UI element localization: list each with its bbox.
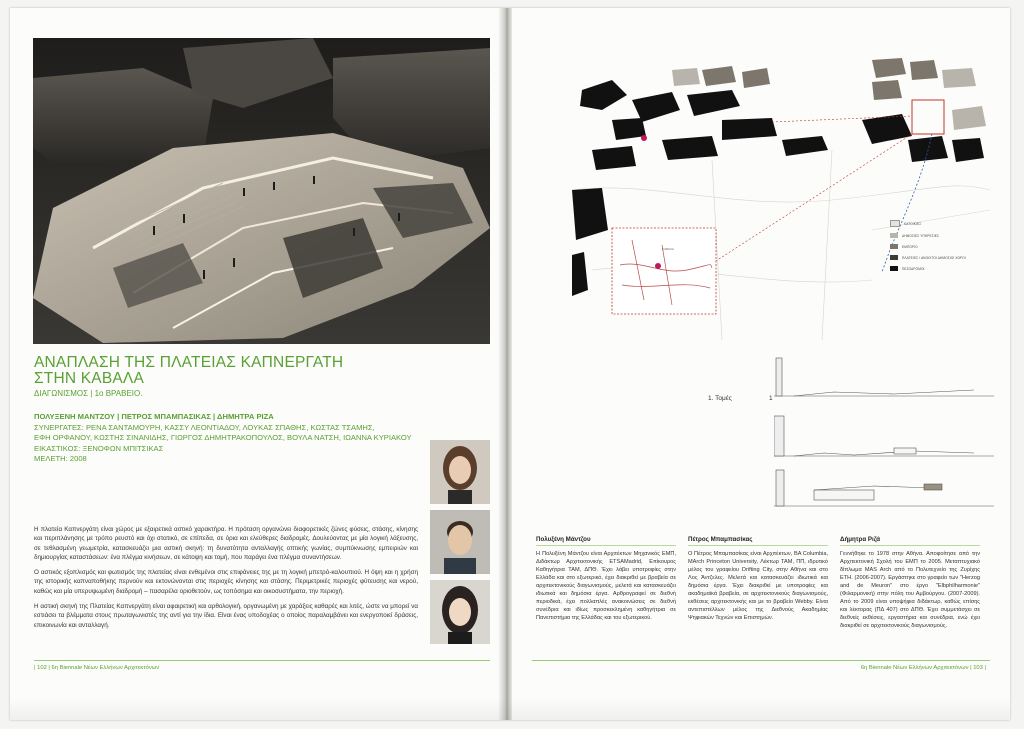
- model-photo: [33, 38, 490, 344]
- competition-subtitle: ΔΙΑΓΩΝΙΣΜΟΣ | 1ο ΒΡΑΒΕΙΟ.: [34, 389, 143, 398]
- footer-rule: [532, 660, 990, 661]
- authors-lead: ΠΟΛΥΞΕΝΗ ΜΑΝΤΖΟΥ | ΠΕΤΡΟΣ ΜΠΑΜΠΑΣΙΚΑΣ | ΔΗΜΗΤΡΑ ΡΙΖΑ: [34, 412, 274, 421]
- section-drawing: [774, 356, 994, 526]
- collaborators-line-2: ΕΦΗ ΟΡΦΑΝΟΥ, ΚΩΣΤΗΣ ΣΙΝΑΝΙΔΗΣ, ΓΙΩΡΓΟΣ ΔΗΜΗΤΡΑΚΟΠΟΥΛΟΣ, ΒΟΥΛΑ ΝΑΤΣΗ, ΙΩΑΝΝΑ ΚΥΡΙΑΚΟΥ: [34, 433, 412, 442]
- bio-name: Πολυξένη Μάντζου: [536, 536, 591, 543]
- magazine-spread: [10, 8, 1010, 720]
- footer-rule: [34, 660, 490, 661]
- portrait-babasikas: [430, 510, 490, 574]
- site-plan-diagram: [572, 40, 990, 340]
- scan-shadow: [10, 698, 1010, 720]
- bio-divider: [840, 545, 980, 546]
- portrait-riza: [430, 580, 490, 644]
- legend-item: [890, 244, 980, 249]
- woman-portrait-icon: [430, 440, 490, 504]
- page-folio-left: | 102 | 6η Biennale Νέων Ελλήνων Αρχιτεκτόνων: [34, 665, 160, 671]
- bio-riza: [840, 536, 980, 630]
- urban-map-drawing: [572, 40, 990, 340]
- bio-divider: [688, 545, 828, 546]
- bio-name: Πέτρος Μπαμπασίκας: [688, 536, 753, 543]
- page-folio-right: 6η Biennale Νέων Ελλήνων Αρχιτεκτόνων | 103 |: [860, 665, 986, 671]
- legend-swatch: [890, 266, 898, 271]
- legend-item: [890, 233, 980, 238]
- legend-item: [890, 255, 980, 260]
- bio-babasikas: [688, 536, 828, 622]
- bio-name: Δήμητρα Ριζά: [840, 536, 881, 543]
- legend-swatch: [890, 255, 898, 260]
- bio-mantzou: [536, 536, 676, 622]
- bio-text: Η Πολυξένη Μάντζου είναι Αρχιτέκτων Μηχανικός ΕΜΠ, Διδάκτωρ Αρχιτεκτονικής ETSAMadrid, Επίκουρος Καθηγήτρια ΤΑΜ, ΔΠΘ. Έχει λάβει υποτροφίες στην Ελλάδα και στο εξωτερικό, έχει διακριθεί με βραβεία σε αρχιτεκτονικούς διαγωνισμούς, μελετά και κατασκευάζει ιδιωτικά και δημόσια έργα. Αρθρογραφεί σε διεθνή περιοδικά, έχει πολλαπλές ανακοινώσεις σε διεθνή συνέδρια και ιδίως προσκεκλημένη καθηγήτρια σε Πανεπιστήμια της Ελλάδας και του εξωτερικού.: [536, 551, 676, 621]
- credits-block: [34, 412, 434, 465]
- woman-portrait-icon: [430, 580, 490, 644]
- article-body: [34, 525, 418, 636]
- collaborators-line-1: ΣΥΝΕΡΓΑΤΕΣ: ΡΕΝΑ ΣΑΝΤΑΜΟΥΡΗ, ΚΑΣΣΥ ΛΕΟΝΤΙΑΔΟΥ, ΛΟΥΚΑΣ ΣΠΑΘΗΣ, ΚΩΣΤΑΣ ΤΣΑΜΗΣ,: [34, 422, 375, 432]
- bio-text: Ο Πέτρος Μπαμπασίκας είναι Αρχιτέκτων, BA Columbia, MArch Princeton University, Λέκτωρ ΤΑΜ, ΠΠ, ιδρυτικό μέλος του γραφείου Drifting City, στην Αθήνα και στο Λος Άντζελες. Μελετά και κατασκευάζει ιδιωτικά και δημόσια έργα. Έχει διακριθεί με υποτροφίες και ακαδημαϊκά βραβεία, σε αρχιτεκτονικούς διαγωνισμούς, εκθέσεις αρχιτεκτονικής και με το βραβείο Webby. Είναι αντεπιστέλλων μέλος της Διεθνούς Ακαδημίας Ψηφιακών Τεχνών και Επιστημών.: [688, 551, 828, 621]
- title-line-2: ΣΤΗΝ ΚΑΒΑΛΑ: [34, 370, 144, 387]
- visuals-credit: ΕΙΚΑΣΤΙΚΟΣ: ΞΕΝΟΦΩΝ ΜΠΙΤΣΙΚΑΣ: [34, 443, 164, 453]
- sections-index: 1: [769, 395, 773, 402]
- portrait-mantzou: [430, 440, 490, 504]
- architectural-model-image: [33, 38, 490, 344]
- legend-label: ΔΗΜΟΣΙΕΣ ΥΠΗΡΕΣΙΕΣ: [902, 233, 940, 238]
- legend-label: ΠΛΑΤΕΙΕΣ / ΑΝΟΙΧΤΟΙ ΔΗΜΟΣΙΟΙ ΧΩΡΟΙ: [902, 255, 966, 260]
- bio-divider: [536, 545, 676, 546]
- body-paragraph: Ο αστικός εξοπλισμός και φωτισμός της πλατείας είναι ενθεμένοι στις επιφάνειες της με τη λογική μπετρό-καλουπιού. Η όψη και η χρήση της ιστορικής καπναποθήκης περνούν και εκτονώνονται στις περιοχές κίνησης και στάσης. Περιμετρικές περιοχές φύτευσης και νερού, καθώς και μία υπερυψωμένη διαδρομή – πασαρέλα οριοθετούν, ως τοπόσημα και οικοσυστήματα, την περιοχή.: [34, 569, 418, 595]
- body-paragraph: Η αστική σκηνή της Πλατείας Καπνεργάτη είναι αφαιρετική και αρθολογική, οργανωμένη με χαράξεις καθαρές και λιτές, ώστε να μπορεί να εστιάσει τα βλέμματα στους πρωταγωνιστές της αντί για την ίδια. Είναι ένας υποδοχέας ο οποίος παραλαμβάνει και ενεργοποιεί δράσεις, επικοινωνία και ανταλλαγή.: [34, 603, 418, 629]
- legend-swatch: [890, 233, 898, 238]
- left-page: [10, 8, 500, 720]
- legend-swatch: [890, 220, 900, 227]
- sections-caption: 1. Τομές: [708, 395, 732, 402]
- inset-map-label: ΚΑΒΑΛΑ: [662, 247, 675, 251]
- legend-item: [890, 220, 980, 227]
- legend-item: [890, 266, 980, 271]
- legend-swatch: [890, 244, 898, 249]
- article-title: [34, 355, 484, 387]
- cross-sections-drawing: [774, 356, 994, 526]
- map-legend: [890, 220, 980, 277]
- study-year: ΜΕΛΕΤΗ: 2008: [34, 454, 87, 463]
- man-portrait-icon: [430, 510, 490, 574]
- right-page: [512, 8, 1010, 720]
- title-line-1: ΑΝΑΠΛΑΣΗ ΤΗΣ ΠΛΑΤΕΙΑΣ ΚΑΠΝΕΡΓΑΤΗ: [34, 354, 344, 371]
- legend-label: ΕΜΠΟΡΙΟ: [902, 244, 918, 249]
- legend-label: ΠΕΖΟΔΡΟΜΟΙ: [902, 266, 925, 271]
- body-paragraph: Η πλατεία Καπνεργάτη είναι χώρος με εξαιρετικά αστικό χαρακτήρα. Η πρόταση οργανώνει διαφορετικές ζώνες φύσεις, στάσης, κίνησης και περιπλάνησης με τρόπο ρευστό και όχι στατικό, σε επίπεδα, σε όρια και ελεύθερες διαδρομές. Δουλεύοντας με μία λογική λάξευσης, σε τεθλασμένη γεωμετρία, κατασκευάζει μια αστική σκηνή: τη δυνατότητα ανταλλαγής οπτικής γωνίας, συμπύκνωσης εμπειριών και δημιουργίας καταστάσεων: ένα πλέγμα κινήσεων, σε κάτοψη και τομή, που παράγει ένα πλέγμα συναντήσεων.: [34, 526, 418, 561]
- bio-text: Γεννήθηκε το 1978 στην Αθήνα. Αποφοίτησε από την Αρχιτεκτονική Σχολή του ΕΜΠ το 2005. Μεταπτυχιακό δίπλωμα MAS Arch από το Πολυτεχνείο της Ζυρίχης ΕΤΗ. (2006-2007). Εργάστηκε στο γραφείο των "Herzog and de Meuron" στο έργο "Elbphilharmonie" (Φιλαρμονική) στην πόλη του Αμβούργου. (2007-2009). Από το 2009 είναι υποψήφια διδάκτωρ, καθώς επίσης και λέκτορας (ΠΔ 407) στο ΔΠΘ. Έχει συμμετάσχει σε διεθνείς εκθέσεις, εργαστήρια και συνέδρια, ενώ έχει διακριθεί σε αρχιτεκτονικούς διαγωνισμούς.: [840, 551, 980, 629]
- legend-label: ΚΑΤΟΙΚΙΕΣ: [904, 221, 922, 226]
